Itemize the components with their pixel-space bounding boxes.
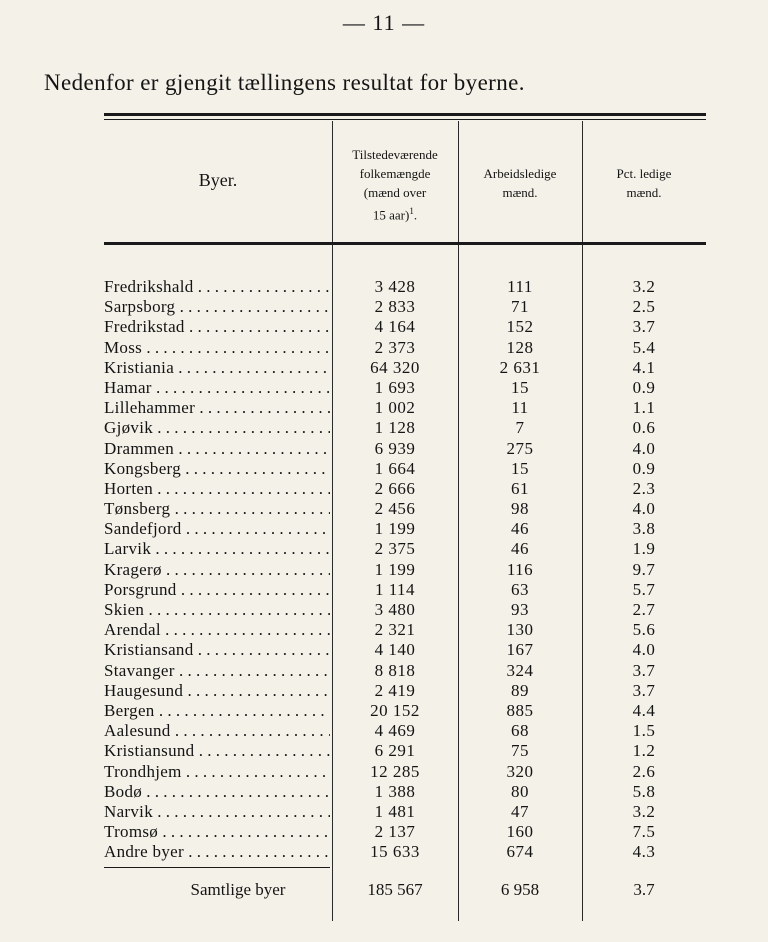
unemployed-cell: 71: [511, 297, 529, 317]
percent-cell: 1.5: [632, 721, 656, 741]
population-cell: 64 320: [370, 357, 420, 377]
total-percent: 3.7: [633, 880, 655, 899]
unemployed-cell: 152: [506, 317, 534, 337]
header-rule: [104, 242, 706, 245]
population-cell: 4 469: [374, 721, 416, 741]
population-cell: 2 321: [374, 620, 416, 640]
city-name: Trondhjem . . .: [104, 762, 330, 782]
unemployed-cell: 61: [511, 478, 529, 498]
unemployed-cell: 15: [511, 458, 529, 478]
percent-cell: 5.4: [632, 337, 656, 357]
table-row: [104, 721, 706, 741]
header-percent-line: mænd.: [626, 185, 662, 200]
unemployed-cell: 46: [511, 519, 529, 539]
population-cell: 1 114: [374, 579, 416, 599]
unemployed-cell: 63: [511, 579, 529, 599]
percent-cell: 0.9: [632, 377, 656, 397]
unemployed-cell: 674: [506, 842, 534, 862]
header-unemployed: [458, 164, 582, 202]
city-name: Narvik . . .: [104, 802, 330, 822]
table-row: [104, 741, 706, 761]
population-cell: 4 164: [374, 317, 416, 337]
percent-cell: 1.2: [632, 741, 656, 761]
table-top-rule: [104, 113, 706, 119]
city-name: Kragerø . . .: [104, 560, 330, 580]
city-name: Aalesund . . .: [104, 721, 330, 741]
population-cell: 1 128: [374, 418, 416, 438]
unemployed-cell: 47: [511, 801, 529, 821]
population-cell: 2 373: [374, 337, 416, 357]
city-name: Skien . . .: [104, 600, 330, 620]
footnote-marker: 1: [409, 206, 414, 216]
city-name: Kristiania . . .: [104, 358, 330, 378]
population-cell: 1 199: [374, 519, 416, 539]
percent-cell: 3.7: [632, 680, 656, 700]
total-rule: [104, 867, 330, 868]
percent-cell: 4.1: [632, 357, 656, 377]
percent-cell: 2.3: [632, 478, 656, 498]
city-name: Tønsberg . . .: [104, 499, 330, 519]
percent-cell: 4.3: [632, 842, 656, 862]
percent-cell: 1.9: [632, 539, 656, 559]
city-name: Tromsø . . .: [104, 822, 330, 842]
population-cell: 1 388: [374, 781, 416, 801]
page-number: — 11 —: [342, 10, 426, 35]
unemployed-cell: 89: [511, 680, 529, 700]
unemployed-cell: 885: [506, 700, 534, 720]
unemployment-table: [104, 113, 706, 942]
header-unemployed-line: mænd.: [502, 185, 538, 200]
table-row: [104, 600, 706, 620]
header-population-line: folkemængde: [359, 166, 431, 181]
population-cell: 1 481: [374, 801, 416, 821]
city-name: Kongsberg . . .: [104, 459, 330, 479]
table-row: [104, 539, 706, 559]
percent-cell: 3.2: [632, 801, 656, 821]
city-name: Bodø . . .: [104, 782, 330, 802]
percent-cell: 1.1: [632, 398, 656, 418]
percent-cell: 2.7: [632, 600, 656, 619]
table-row: [104, 519, 706, 539]
city-name: Stavanger . . .: [104, 661, 330, 681]
unemployed-cell: 128: [506, 337, 534, 357]
table-row: [104, 499, 706, 519]
unemployed-cell: 7: [515, 418, 525, 438]
population-cell: 1 002: [374, 398, 416, 418]
unemployed-cell: 68: [511, 721, 529, 741]
header-population-line: Tilstedeværende: [352, 147, 438, 162]
unemployed-cell: 98: [511, 499, 529, 519]
city-name: Porsgrund . . .: [104, 580, 330, 600]
unemployed-cell: 324: [506, 660, 534, 680]
city-name: Arendal . . .: [104, 620, 330, 640]
header-percent-line: Pct. ledige: [616, 166, 672, 181]
unemployed-cell: 116: [506, 559, 534, 579]
percent-cell: 5.8: [632, 781, 656, 801]
unemployed-cell: 93: [511, 600, 529, 619]
table-row: [104, 317, 706, 337]
unemployed-cell: 320: [506, 761, 534, 781]
table-row: [104, 762, 706, 782]
percent-cell: 5.6: [632, 620, 656, 640]
percent-cell: 2.5: [632, 297, 656, 317]
percent-cell: 0.9: [632, 458, 656, 478]
table-row: [104, 661, 706, 681]
header-percent: [582, 164, 706, 202]
table-row: [104, 297, 706, 317]
city-name: Lillehammer . . .: [104, 398, 330, 418]
table-body: [104, 277, 706, 862]
table-row: [104, 439, 706, 459]
table-row: [104, 358, 706, 378]
population-cell: 2 666: [374, 478, 416, 498]
table-row: [104, 277, 706, 297]
table-row: [104, 398, 706, 418]
percent-cell: 4.0: [632, 438, 656, 458]
table-row: [104, 782, 706, 802]
intro-text: Nedenfor er gjengit tællingens resultat for byerne.: [44, 70, 525, 95]
table-row: [104, 640, 706, 660]
percent-cell: 3.7: [632, 660, 656, 680]
table-row: [104, 822, 706, 842]
header-population-line: 15 aar)$^1$.: [372, 206, 418, 223]
table-row: [104, 802, 706, 822]
population-cell: 2 137: [374, 822, 416, 842]
table-row: [104, 560, 706, 580]
population-cell: 1 693: [374, 377, 416, 397]
city-name: Sarpsborg . . .: [104, 297, 330, 317]
percent-cell: 4.4: [632, 700, 656, 720]
table-row: [104, 842, 706, 862]
population-cell: 15 633: [370, 842, 420, 862]
population-cell: 1 199: [374, 559, 416, 579]
header-population: [332, 145, 458, 224]
unemployed-cell: 75: [511, 741, 529, 761]
unemployed-cell: 15: [511, 377, 529, 397]
total-unemployed: 6 958: [500, 880, 540, 899]
table-row: [104, 620, 706, 640]
population-cell: 4 140: [374, 640, 416, 660]
population-cell: 2 419: [374, 680, 416, 700]
header-city: Byer.: [198, 170, 238, 190]
population-cell: 2 375: [374, 539, 416, 559]
population-cell: 2 833: [374, 297, 416, 317]
table-row: [104, 338, 706, 358]
percent-cell: 7.5: [632, 822, 656, 842]
city-name: Moss . . .: [104, 338, 330, 358]
unemployed-cell: 167: [506, 640, 534, 660]
percent-cell: 2.6: [632, 761, 656, 781]
table-row: [104, 681, 706, 701]
table-row: [104, 378, 706, 398]
percent-cell: 4.0: [632, 499, 656, 519]
total-row: [104, 879, 706, 903]
city-name: Haugesund . . .: [104, 681, 330, 701]
city-name: Sandefjord . . .: [104, 519, 330, 539]
population-cell: 1 664: [374, 458, 416, 478]
city-name: Fredrikshald . . .: [104, 277, 330, 297]
city-name: Andre byer . . .: [104, 842, 330, 862]
total-population: 185 567: [367, 880, 423, 899]
city-name: Kristiansand . . .: [104, 640, 330, 660]
percent-cell: 0.6: [632, 418, 656, 438]
population-cell: 12 285: [370, 761, 420, 781]
population-cell: 6 939: [374, 438, 416, 458]
table-row: [104, 418, 706, 438]
percent-cell: 3.2: [632, 277, 656, 296]
city-name: Hamar . . .: [104, 378, 330, 398]
city-name: Bergen . . .: [104, 701, 330, 721]
population-cell: 8 818: [374, 660, 416, 680]
percent-cell: 3.8: [632, 519, 656, 539]
total-label: Samtlige byer: [190, 880, 286, 899]
unemployed-cell: 46: [511, 539, 529, 559]
unemployed-cell: 130: [506, 620, 534, 640]
population-cell: 3 428: [374, 277, 416, 296]
unemployed-cell: 160: [506, 822, 534, 842]
header-unemployed-line: Arbeidsledige: [483, 166, 557, 181]
unemployed-cell: 111: [507, 277, 533, 296]
header-population-line: (mænd over: [363, 185, 427, 200]
unemployed-cell: 80: [511, 781, 529, 801]
city-name: Fredrikstad . . .: [104, 317, 330, 337]
percent-cell: 9.7: [632, 559, 656, 579]
percent-cell: 3.7: [632, 317, 656, 337]
city-name: Horten . . .: [104, 479, 330, 499]
table-row: [104, 580, 706, 600]
population-cell: 3 480: [374, 600, 416, 619]
unemployed-cell: 275: [506, 438, 534, 458]
city-name: Kristiansund . . .: [104, 741, 330, 761]
table-row: [104, 479, 706, 499]
percent-cell: 5.7: [632, 579, 656, 599]
unemployed-cell: 11: [511, 398, 529, 418]
population-cell: 20 152: [370, 700, 420, 720]
table-row: [104, 701, 706, 721]
population-cell: 6 291: [374, 741, 416, 761]
city-name: Gjøvik . . .: [104, 418, 330, 438]
percent-cell: 4.0: [632, 640, 656, 660]
city-name: Larvik . . .: [104, 539, 330, 559]
unemployed-cell: 2 631: [499, 357, 541, 377]
table-row: [104, 459, 706, 479]
city-name: Drammen . . .: [104, 439, 330, 459]
population-cell: 2 456: [374, 499, 416, 519]
